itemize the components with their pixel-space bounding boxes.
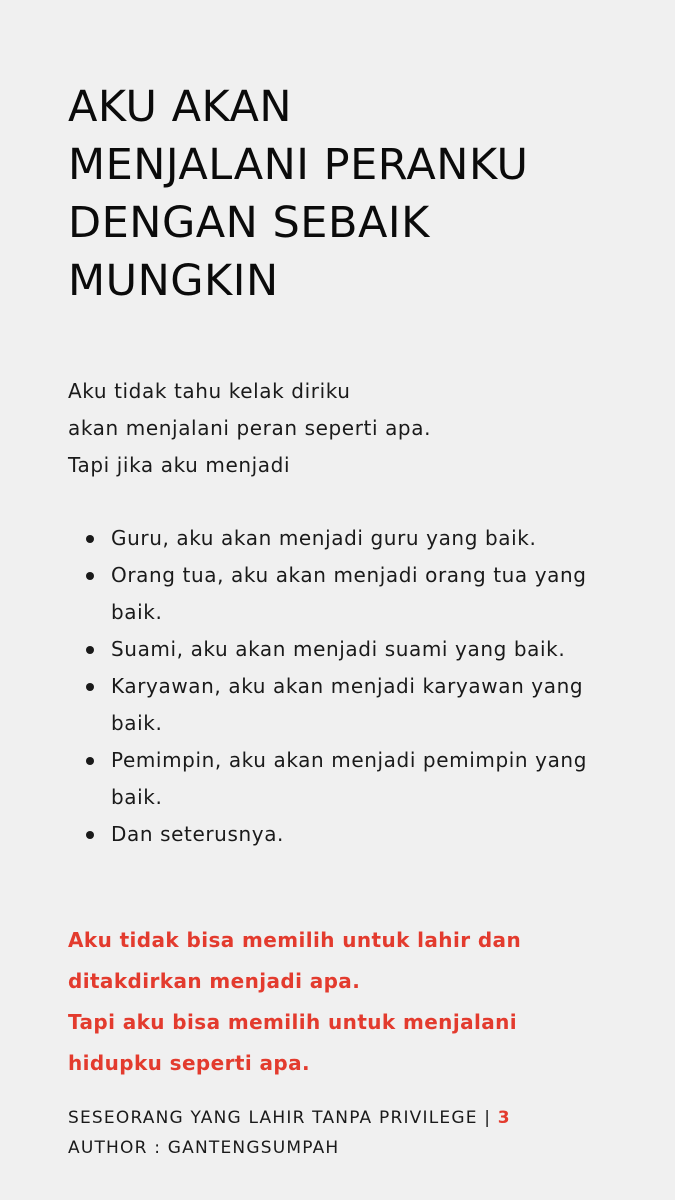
list-item xyxy=(0,742,675,816)
bullet-icon xyxy=(86,757,94,765)
list-item-text: Orang tua, aku akan menjadi orang tua yang baik. xyxy=(111,563,587,624)
bullet-icon xyxy=(86,572,94,580)
list-item xyxy=(0,668,675,742)
title-line: AKU AKAN xyxy=(68,82,293,132)
list-item xyxy=(0,520,675,557)
list-item-text: Pemimpin, aku akan menjadi pemimpin yang baik. xyxy=(111,748,588,809)
list-item-text: Suami, aku akan menjadi suami yang baik. xyxy=(111,637,566,661)
list-item-text: Karyawan, aku akan menjadi karyawan yang baik. xyxy=(111,674,584,735)
series-label: SESEORANG YANG LAHIR TANPA PRIVILEGE | xyxy=(68,1108,498,1128)
emphasis-line: ditakdirkan menjadi apa. xyxy=(68,969,361,993)
intro-line: akan menjalani peran seperti apa. xyxy=(68,416,432,440)
footer xyxy=(68,1103,511,1163)
list-item-text: Dan seterusnya. xyxy=(111,822,285,846)
title-line: MENJALANI PERANKU xyxy=(68,140,529,190)
list-item xyxy=(0,631,675,668)
bullet-icon xyxy=(86,683,94,691)
intro-paragraph xyxy=(68,373,431,484)
intro-line: Aku tidak tahu kelak diriku xyxy=(68,379,351,403)
roles-list xyxy=(0,520,675,853)
bullet-icon xyxy=(86,831,94,839)
page-number: 3 xyxy=(497,1108,511,1128)
intro-line: Tapi jika aku menjadi xyxy=(68,453,291,477)
emphasis-line: Tapi aku bisa memilih untuk menjalani xyxy=(68,1010,518,1034)
bullet-icon xyxy=(86,535,94,543)
list-item xyxy=(0,557,675,631)
page-title xyxy=(68,78,648,310)
title-line: MUNGKIN xyxy=(68,256,279,306)
series-line xyxy=(68,1103,511,1133)
emphasis-line: hidupku seperti apa. xyxy=(68,1051,310,1075)
title-line: DENGAN SEBAIK xyxy=(68,198,430,248)
emphasis-line: Aku tidak bisa memilih untuk lahir dan xyxy=(68,928,522,952)
emphasis-paragraph xyxy=(68,920,521,1084)
list-item xyxy=(0,816,675,853)
list-item-text: Guru, aku akan menjadi guru yang baik. xyxy=(111,526,537,550)
author-line: AUTHOR : GANTENGSUMPAH xyxy=(68,1138,340,1158)
bullet-icon xyxy=(86,646,94,654)
